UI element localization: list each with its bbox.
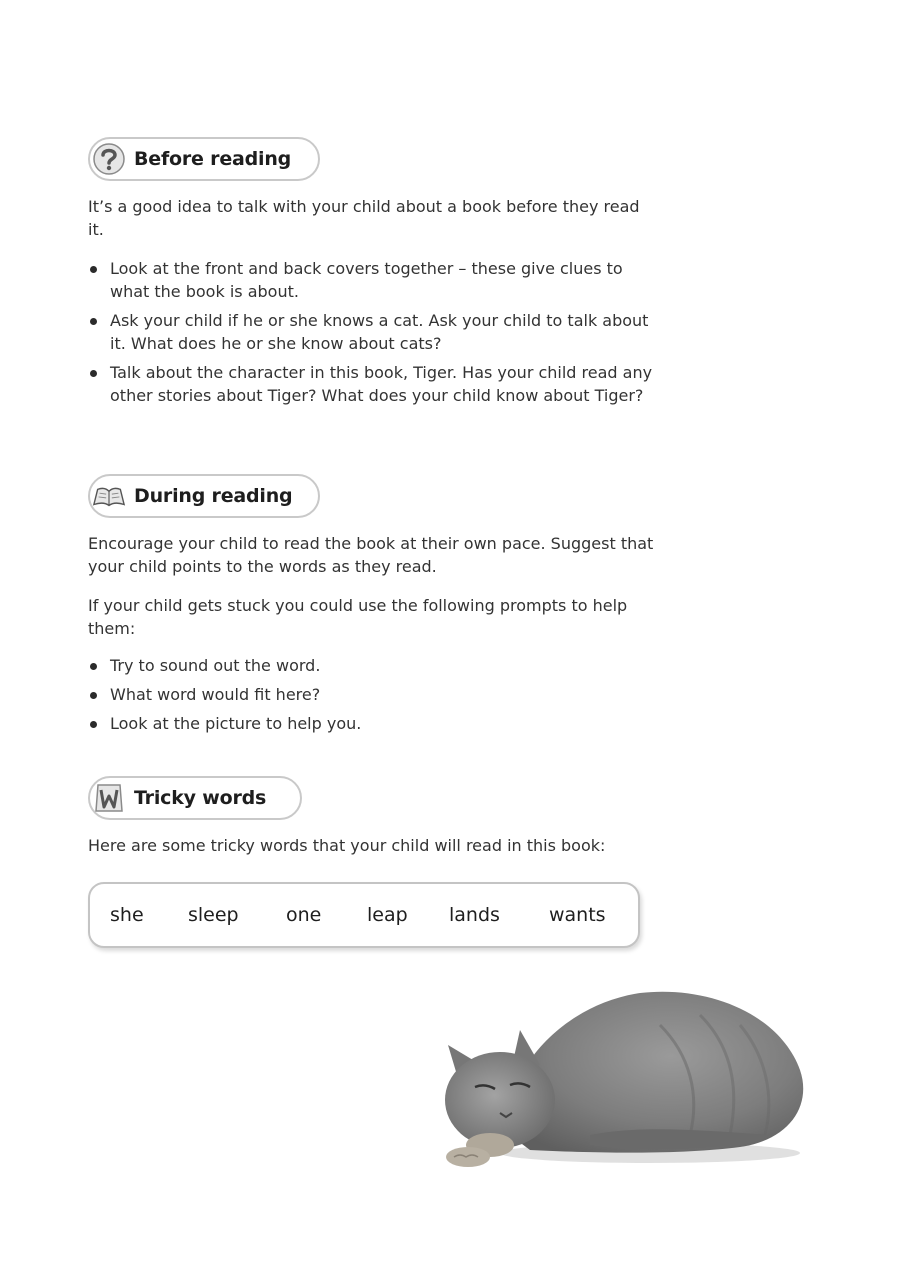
- during-reading-list: [88, 654, 658, 735]
- list-item: Look at the picture to help you.: [88, 712, 658, 735]
- before-reading-intro: It’s a good idea to talk with your child about a book before they read it.: [88, 197, 640, 239]
- during-reading-title: During reading: [134, 485, 293, 507]
- list-item: Try to sound out the word.: [88, 654, 658, 677]
- open-book-icon: [92, 479, 126, 513]
- before-reading-list: [88, 257, 658, 407]
- list-item: Look at the front and back covers together – these give clues to what the book is about.: [88, 257, 658, 303]
- tricky-word: lands: [449, 904, 500, 926]
- tricky-word: she: [110, 904, 144, 926]
- question-mark-icon: [92, 142, 126, 176]
- tricky-words-title: Tricky words: [134, 787, 267, 809]
- during-reading-section: [88, 474, 658, 735]
- before-reading-title: Before reading: [134, 148, 292, 170]
- tricky-word: one: [286, 904, 322, 926]
- tricky-word: wants: [549, 904, 606, 926]
- tricky-words-box: [88, 882, 640, 948]
- list-item: Talk about the character in this book, Tiger. Has your child read any other stories about Tiger? What does your child know about Tiger?: [88, 361, 658, 407]
- during-reading-intro: Encourage your child to read the book at their own pace. Suggest that your child points to the words as they read.: [88, 534, 654, 576]
- list-item: What word would fit here?: [88, 683, 658, 706]
- during-reading-heading: [88, 474, 320, 518]
- during-reading-prompt-intro: If your child gets stuck you could use the following prompts to help them:: [88, 596, 628, 638]
- sleeping-cat-image: [440, 985, 810, 1175]
- tricky-words-heading: [88, 776, 302, 820]
- letter-w-icon: [92, 781, 126, 815]
- tricky-words-intro: Here are some tricky words that your child will read in this book:: [88, 836, 606, 855]
- before-reading-heading: [88, 137, 320, 181]
- before-reading-section: [88, 137, 658, 407]
- tricky-words-section: [88, 776, 658, 857]
- list-item: Ask your child if he or she knows a cat. Ask your child to talk about it. What does he or she know about cats?: [88, 309, 658, 355]
- tricky-word: sleep: [188, 904, 239, 926]
- tricky-word: leap: [367, 904, 408, 926]
